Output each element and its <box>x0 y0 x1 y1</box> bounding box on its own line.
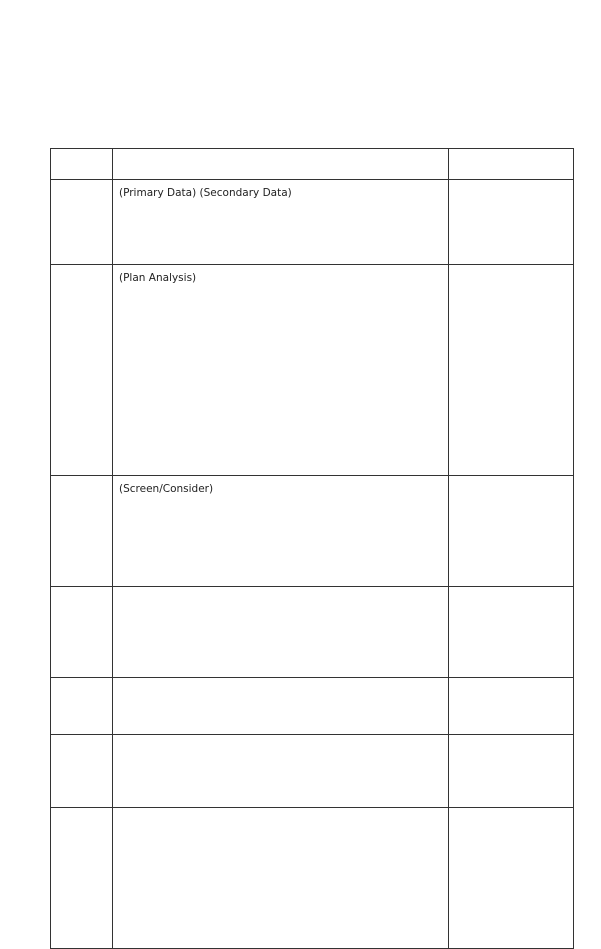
table-row <box>51 265 574 476</box>
action-text: (Screen/Consider) <box>119 483 214 495</box>
heading-line <box>40 74 560 91</box>
heading-line <box>40 57 560 74</box>
activity-table <box>50 148 574 949</box>
row-action <box>113 476 449 587</box>
row-number <box>51 587 113 678</box>
row-number <box>51 735 113 808</box>
column-header-action <box>113 149 449 180</box>
row-number <box>51 678 113 735</box>
row-action <box>113 587 449 678</box>
row-period <box>449 735 574 808</box>
row-action <box>113 678 449 735</box>
action-text: (Secondary Data) <box>199 187 292 199</box>
row-number <box>51 808 113 949</box>
table-row <box>51 735 574 808</box>
table-header-row <box>51 149 574 180</box>
action-text: (Primary Data) <box>119 187 197 199</box>
row-number <box>51 265 113 476</box>
table-row <box>51 587 574 678</box>
row-action <box>113 180 449 265</box>
action-text: (Plan Analysis) <box>119 272 197 284</box>
row-number <box>51 476 113 587</box>
table-row <box>51 180 574 265</box>
row-action <box>113 808 449 949</box>
row-period <box>449 808 574 949</box>
table-row <box>51 678 574 735</box>
row-period <box>449 180 574 265</box>
column-header-number <box>51 149 113 180</box>
heading-line <box>40 40 560 57</box>
document-heading <box>40 40 560 125</box>
row-number <box>51 180 113 265</box>
heading-line <box>40 108 560 125</box>
row-action <box>113 265 449 476</box>
row-action <box>113 735 449 808</box>
column-header-period <box>449 149 574 180</box>
table-row <box>51 808 574 949</box>
table-row <box>51 476 574 587</box>
row-period <box>449 265 574 476</box>
heading-line <box>40 91 560 108</box>
row-period <box>449 587 574 678</box>
row-period <box>449 476 574 587</box>
row-period <box>449 678 574 735</box>
